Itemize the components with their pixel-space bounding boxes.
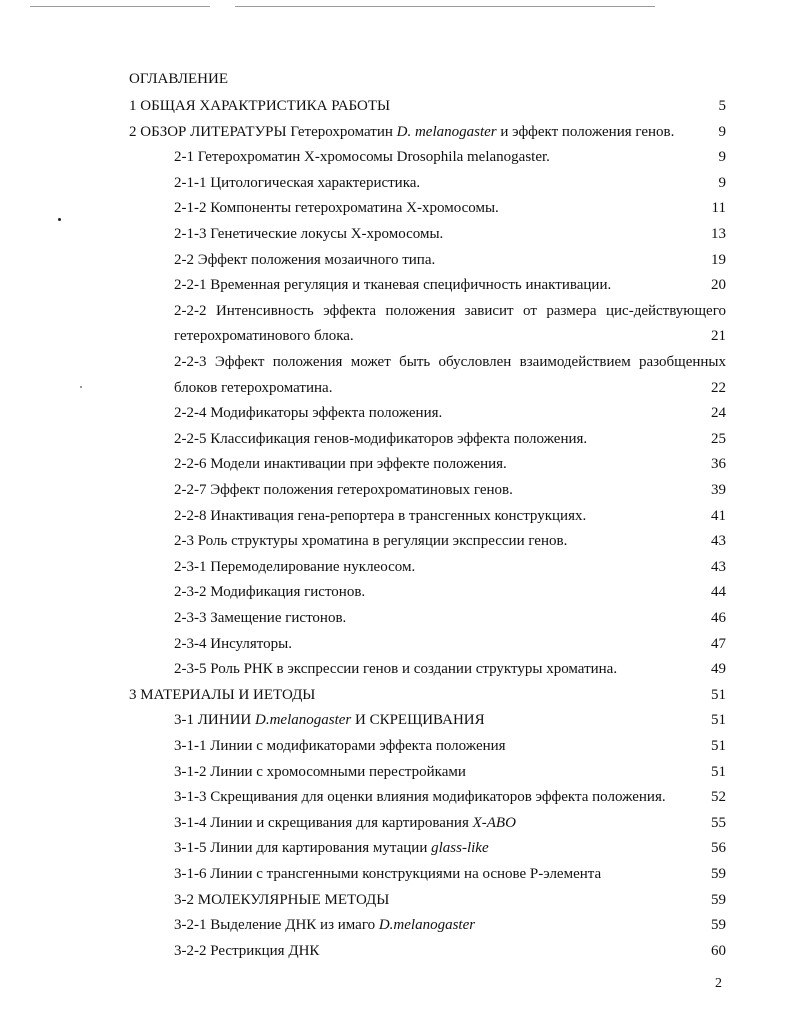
toc-entry-page: 51 (711, 712, 726, 729)
toc-title-part: 3-1-5 Линии для картирования мутации (174, 840, 432, 857)
toc-entry-title (174, 276, 611, 294)
toc-entry (174, 174, 726, 192)
toc-entry (174, 507, 726, 525)
toc-entry-title (174, 583, 365, 601)
toc-entry-title (174, 225, 443, 243)
toc-entry-line1: 2-2-2 Интенсивность эффекта положения зависит от размера цис-действующего (174, 302, 726, 319)
toc-entry (174, 481, 726, 499)
toc-entry-title (174, 788, 666, 806)
toc-entry-page: 47 (711, 635, 726, 652)
toc-title-part: 3-1-3 Скрещивания для оценки влияния модификаторов эффекта положения. (174, 789, 666, 806)
toc-entry-title (174, 379, 332, 397)
toc-title-part: 3 МАТЕРИАЛЫ И ИЕТОДЫ (129, 686, 316, 703)
toc-entry-page: 24 (711, 405, 726, 422)
toc-entry-page: 22 (711, 379, 726, 396)
toc-title-part: 2-2-1 Временная регуляция и тканевая специфичность инактивации. (174, 277, 612, 294)
toc-entry-title (129, 686, 315, 704)
toc-title-part: 3-1-6 Линии с трансгенными конструкциями на основе Р-элемента (174, 866, 602, 882)
toc-entry-title (174, 327, 354, 345)
toc-entry-page: 36 (711, 456, 726, 473)
toc-entry-title (174, 251, 435, 269)
toc-entry (174, 225, 726, 243)
toc-entry (174, 327, 726, 345)
toc-title-part: 2-2-7 Эффект положения гетерохроматиновых генов. (174, 482, 513, 498)
toc-entry-title (174, 430, 587, 448)
toc-entry-page: 44 (711, 584, 726, 601)
toc-title-part: блоков гетерохроматина. (174, 379, 333, 396)
toc-entry (174, 763, 726, 781)
toc-title-part: 2-3-3 Замещение гистонов. (174, 610, 347, 626)
toc-entry (129, 686, 726, 704)
toc-entry (174, 737, 726, 755)
toc-title-part: 1 ОБЩАЯ ХАРАКТРИСТИКА РАБОТЫ (129, 98, 391, 114)
toc-entry-title (174, 814, 516, 832)
toc-entry-title (174, 481, 513, 499)
toc-entry (174, 404, 726, 422)
toc-title-part: 2-1 Гетерохроматин Х-хромосомы Drosophila melanogaster. (174, 149, 550, 166)
toc-title-part: 2 ОБЗОР ЛИТЕРАТУРЫ Гетерохроматин (129, 123, 397, 140)
toc-entry-page: 41 (711, 507, 726, 524)
toc-entry-title (174, 455, 507, 473)
toc-entry-page: 55 (711, 814, 726, 831)
toc-title-part: D. melanogaster (396, 123, 497, 140)
toc-title-part: и эффект положения генов. (496, 123, 675, 140)
toc-entry-title (174, 865, 601, 883)
toc-entry-page: 5 (718, 98, 726, 114)
toc-title-part: 3-2-2 Рестрикция ДНК (174, 942, 320, 959)
toc-entry (174, 711, 726, 729)
toc-title-part: 2-1-3 Генетические локусы Х-хромосомы. (174, 226, 444, 242)
toc-entry (174, 660, 726, 678)
toc-entry-title (174, 763, 466, 781)
toc-entry (174, 251, 726, 269)
toc-entry-title (129, 123, 674, 141)
toc-entry (174, 430, 726, 448)
toc-title-part: И СКРЕЩИВАНИЯ (351, 712, 485, 729)
toc-entry-title (174, 737, 506, 755)
toc-entry-page: 43 (711, 533, 726, 550)
toc-entry-page: 13 (711, 226, 726, 242)
toc-entry-title (129, 97, 390, 115)
toc-title-part: 3-1 ЛИНИИ (174, 712, 255, 729)
toc-title-part: D.melanogaster (255, 712, 352, 729)
toc-entry-title (174, 711, 485, 729)
toc-title-part: D.melanogaster (378, 917, 476, 934)
toc-entry (174, 814, 726, 832)
toc-title-part: 2-2-8 Инактивация гена-репортера в трансгенных конструкциях. (174, 507, 587, 524)
toc-entry (174, 558, 726, 576)
toc-title-part: 3-2 МОЛЕКУЛЯРНЫЕ МЕТОДЫ (174, 891, 390, 908)
toc-entry-page: 19 (711, 251, 726, 268)
toc-title-part: 3-1-2 Линии с хромосомными перестройками (174, 763, 466, 780)
toc-entry-title (174, 558, 415, 576)
toc-entry (174, 942, 726, 960)
toc-entry-page: 25 (711, 430, 726, 447)
page-number: 2 (715, 976, 722, 991)
toc-entry-title (174, 174, 420, 192)
toc-entry-line1: 2-2-3 Эффект положения может быть обусловлен взаимодействием разобщенных (174, 354, 726, 370)
toc-entry-title (174, 660, 617, 678)
toc-entry-page: 52 (711, 789, 726, 806)
toc-entry (174, 916, 726, 934)
toc-entry (129, 97, 726, 115)
toc-entry (174, 788, 726, 806)
toc-entry-title (174, 199, 499, 217)
toc-entry-page: 59 (711, 866, 726, 882)
toc-entry-page: 9 (718, 149, 726, 166)
toc-title-part: 2-3-2 Модификация гистонов. (174, 584, 366, 601)
toc-entry-title (174, 839, 489, 857)
toc-title-part: 2-2 Эффект положения мозаичного типа. (174, 251, 436, 268)
toc-title-part: 2-1-2 Компоненты гетерохроматина Х-хромосомы. (174, 200, 499, 217)
toc-title-part: 2-2-6 Модели инактивации при эффекте положения. (174, 456, 507, 473)
toc-title-part: 3-2-1 Выделение ДНК из имаго (174, 917, 379, 934)
toc-title-part: 2-2-5 Классификация генов-модификаторов эффекта положения. (174, 430, 588, 447)
toc-entry-title (174, 507, 586, 525)
toc-entry-page: 59 (711, 917, 726, 934)
toc-entry-page: 56 (711, 840, 726, 857)
toc-entry-page: 51 (711, 686, 726, 703)
toc-entry-title (174, 891, 389, 909)
toc-entry-page: 60 (711, 942, 726, 959)
toc-entry (174, 199, 726, 217)
toc-entry-page: 9 (718, 174, 726, 191)
toc-entry-page: 59 (711, 891, 726, 908)
toc-entry-title (174, 148, 550, 166)
toc-title-part: гетерохроматинового блока. (174, 328, 354, 345)
toc-heading: ОГЛАВЛЕНИЕ (129, 71, 228, 87)
toc-entry-page: 9 (718, 123, 726, 140)
toc-title-part: 2-2-4 Модификаторы эффекта положения. (174, 405, 443, 422)
toc-entry-title (174, 609, 346, 627)
toc-entry (174, 276, 726, 294)
toc-title-part: 2-3-4 Инсуляторы. (174, 635, 292, 652)
toc-title-part: X-ABO (472, 814, 516, 831)
toc-entry-page: 21 (711, 328, 726, 345)
toc-entry (174, 609, 726, 627)
toc-entry (174, 455, 726, 473)
toc-title-part: 3-1-1 Линии с модификаторами эффекта положения (174, 738, 506, 754)
toc-entry-page: 51 (711, 738, 726, 754)
toc-entry-title (174, 532, 567, 550)
toc-entry-page: 51 (711, 763, 726, 780)
toc-title-part: 2-3-1 Перемоделирование нуклеосом. (174, 558, 416, 575)
toc-entry-title (174, 404, 442, 422)
toc-entry-page: 46 (711, 610, 726, 626)
toc-title-part: 2-1-1 Цитологическая характеристика. (174, 174, 421, 191)
toc-entry (174, 379, 726, 397)
toc-entry-page: 43 (711, 558, 726, 575)
toc-title-part: 3-1-4 Линии и скрещивания для картирования (174, 814, 473, 831)
toc-entry-page: 20 (711, 277, 726, 294)
toc-title-part: 2-3 Роль структуры хроматина в регуляции экспрессии генов. (174, 533, 568, 550)
toc-entry (174, 839, 726, 857)
toc-entry (174, 532, 726, 550)
toc-entry (174, 865, 726, 883)
toc-entry (174, 891, 726, 909)
toc-entry (174, 148, 726, 166)
toc-entry-title (174, 942, 319, 960)
toc-title-part: 2-3-5 Роль РНК в экспрессии генов и создании структуры хроматина. (174, 661, 618, 678)
toc-entry (174, 635, 726, 653)
toc-entry-title (174, 635, 292, 653)
toc-entry-page: 39 (711, 482, 726, 498)
toc-entry-title (174, 916, 475, 934)
toc-entry (129, 123, 726, 141)
toc-entry (174, 583, 726, 601)
toc-title-part: glass-like (431, 840, 489, 857)
toc-entry-page: 11 (711, 200, 726, 217)
toc-entry-page: 49 (711, 661, 726, 678)
